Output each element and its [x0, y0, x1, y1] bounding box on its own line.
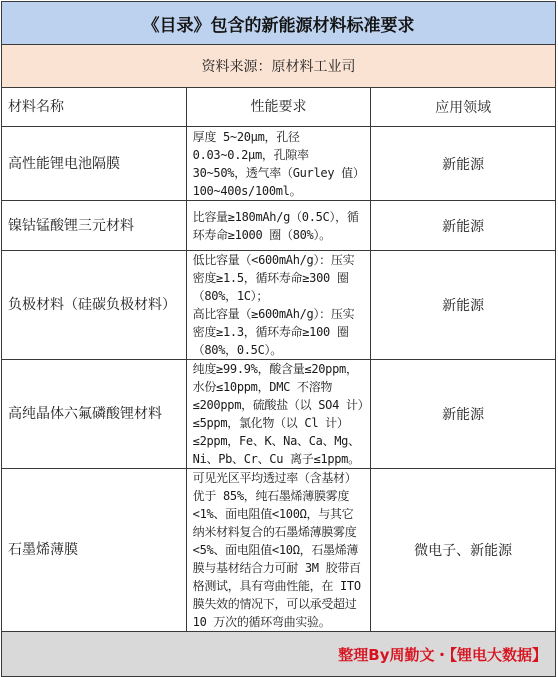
source-line: 资料来源：原材料工业司 — [2, 45, 556, 88]
material-name-cell: 负极材料（硅碳负极材料） — [2, 251, 187, 360]
header-row — [2, 88, 556, 127]
header-performance: 性能要求 — [186, 88, 371, 127]
header-application-field: 应用领域 — [371, 88, 556, 127]
footer-credit: 整理By周勤文・【锂电大数据】 — [2, 632, 556, 677]
performance-cell: 低比容量（<600mAh/g）：压实密度≥1.5，循环寿命≥300 圈（80%，1C）； 高比容量（≥600mAh/g）：压实密度≥1.3，循环寿命≥100 圈（80%，0.5C）。 — [186, 251, 371, 360]
footer-row — [2, 632, 556, 677]
material-name-cell: 石墨烯薄膜 — [2, 469, 187, 632]
material-name-cell: 高纯晶体六氟磷酸锂材料 — [2, 360, 187, 469]
application-field-cell: 新能源 — [371, 201, 556, 251]
application-field-cell: 微电子、新能源 — [371, 469, 556, 632]
application-field-cell: 新能源 — [371, 127, 556, 201]
table-title: 《目录》包含的新能源材料标准要求 — [2, 2, 556, 45]
performance-cell: 可见光区平均透过率（含基材）优于 85%，纯石墨烯薄膜雾度<1%、面电阻值<100Ω，与其它纳米材料复合的石墨烯薄膜雾度<5%、面电阻值<10Ω，石墨烯薄膜与基材结合力可耐 3M 胶带百格测试，具有弯曲性能，在 ITO 膜失效的情况下，可以承受超过 10 万次的循环弯曲实验。 — [186, 469, 371, 632]
table-row — [2, 251, 556, 360]
header-material-name: 材料名称 — [2, 88, 187, 127]
application-field-cell: 新能源 — [371, 360, 556, 469]
material-name-cell: 高性能锂电池隔膜 — [2, 127, 187, 201]
performance-cell: 纯度≥99.9%，酸含量≤20ppm，水份≤10ppm，DMC 不溶物≤200ppm，硫酸盐（以 SO4 计）≤5ppm，氯化物（以 Cl 计）≤2ppm，Fe、K、Na、Ca、Mg、Ni、Pb、Cr、Cu 离子≤1ppm。 — [186, 360, 371, 469]
performance-cell: 比容量≥180mAh/g（0.5C），循环寿命≥1000 圈（80%）。 — [186, 201, 371, 251]
table-row — [2, 360, 556, 469]
table-row — [2, 201, 556, 251]
standards-table — [1, 1, 556, 677]
table-row — [2, 127, 556, 201]
standards-table-container — [1, 1, 556, 677]
source-row — [2, 45, 556, 88]
table-row — [2, 469, 556, 632]
title-row — [2, 2, 556, 45]
application-field-cell: 新能源 — [371, 251, 556, 360]
material-name-cell: 镍钴锰酸锂三元材料 — [2, 201, 187, 251]
performance-cell: 厚度 5~20μm，孔径 0.03~0.2μm，孔隙率 30~50%，透气率（Gurley 值）100~400s/100ml。 — [186, 127, 371, 201]
